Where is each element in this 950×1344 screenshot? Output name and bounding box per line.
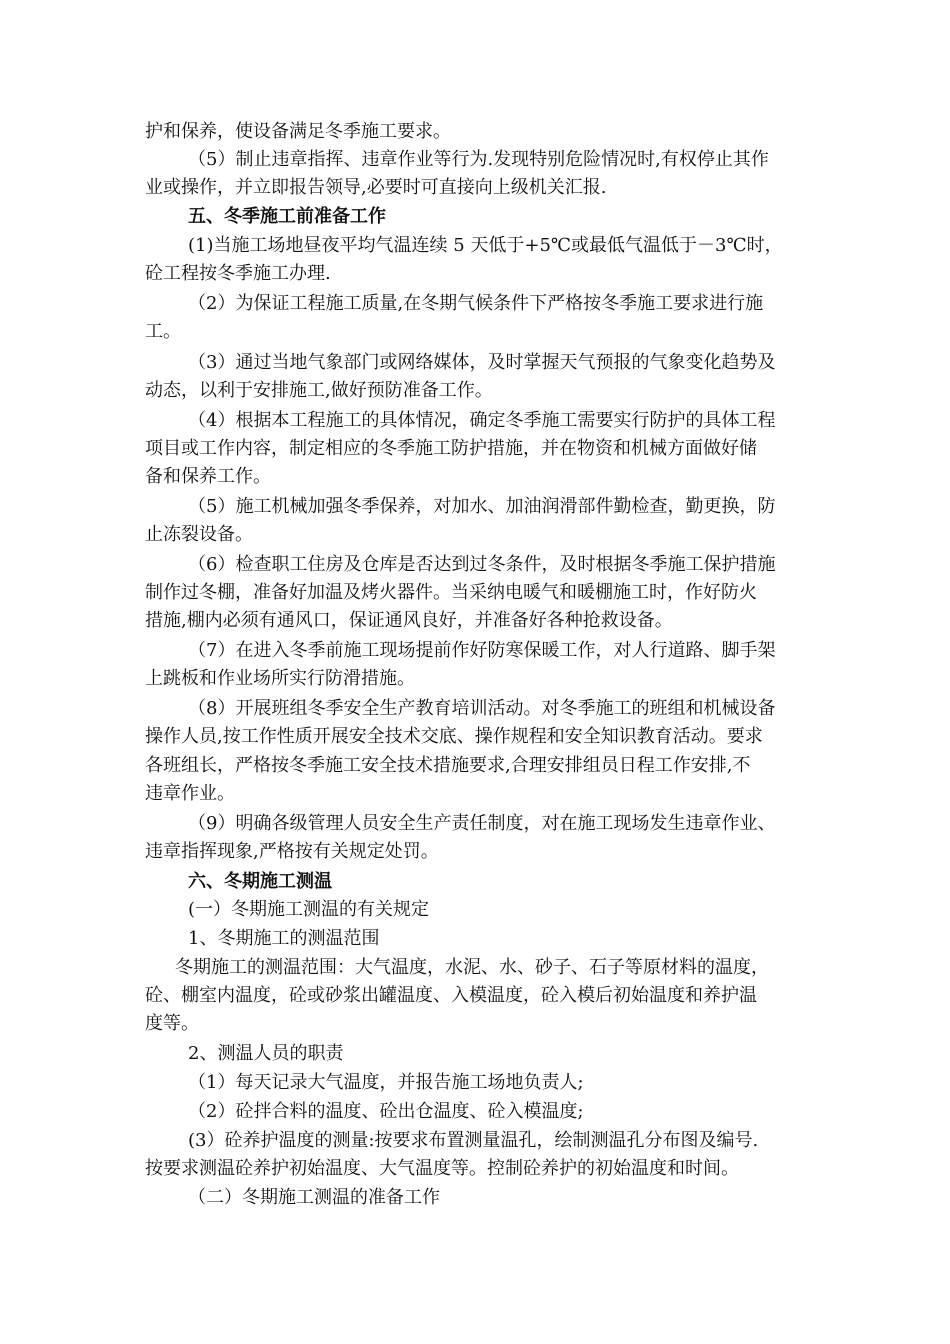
subsection-heading: (一）冬期施工测温的有关规定 <box>188 899 430 920</box>
text-line: （1）每天记录大气温度，并报告施工场地负责人; <box>188 1072 584 1093</box>
subsection-heading: 1、冬期施工的测温范围 <box>188 928 380 949</box>
text-line: 项目或工作内容，制定相应的冬季施工防护措施，并在物资和机械方面做好储 <box>145 438 757 459</box>
text-line: 业或操作，并立即报告领导,必要时可直接向上级机关汇报. <box>145 177 607 198</box>
text-line: 砼工程按冬季施工办理. <box>145 263 331 284</box>
text-line: （9）明确各级管理人员安全生产责任制度，对在施工现场发生违章作业、 <box>188 813 776 834</box>
text-line: 上跳板和作业场所实行防滑措施。 <box>145 668 415 689</box>
text-line: 操作人员,按工作性质开展安全技术交底、操作规程和安全知识教育活动。要求 <box>145 726 763 747</box>
text-line: （2）砼拌合料的温度、砼出仓温度、砼入模温度; <box>188 1101 584 1122</box>
text-line: （5）制止违章指挥、违章作业等行为.发现特别危险情况时,有权停止其作 <box>188 149 769 170</box>
text-line: 措施,棚内必须有通风口，保证通风良好，并准备好各种抢救设备。 <box>145 610 673 631</box>
text-line: （6）检查职工住房及仓库是否达到过冬条件，及时根据冬季施工保护措施 <box>188 554 776 575</box>
text-line: (3）砼养护温度的测量:按要求布置测量温孔，绘制测温孔分布图及编号. <box>188 1130 759 1151</box>
text-line: 砼、棚室内温度，砼或砂浆出罐温度、入模温度，砼入模后初始温度和养护温 <box>145 985 757 1006</box>
text-line: （3）通过当地气象部门或网络媒体，及时掌握天气预报的气象变化趋势及 <box>188 352 776 373</box>
text-line: 动态，以利于安排施工,做好预防准备工作。 <box>145 380 493 401</box>
text-line: （2）为保证工程施工质量,在冬期气候条件下严格按冬季施工要求进行施 <box>188 293 764 314</box>
text-line: (1)当施工场地昼夜平均气温连续 5 天低于+5℃或最低气温低于－3℃时， <box>188 235 783 256</box>
text-line: 度等。 <box>145 1013 199 1034</box>
subsection-heading: 2、测温人员的职责 <box>188 1043 344 1064</box>
text-line: 备和保养工作。 <box>145 466 271 487</box>
section-heading: 五、冬季施工前准备工作 <box>188 206 386 227</box>
text-line: （7）在进入冬季前施工现场提前作好防寒保暖工作，对人行道路、脚手架 <box>188 640 776 661</box>
text-line: 工。 <box>145 321 181 342</box>
section-heading: 六、冬期施工测温 <box>188 871 332 892</box>
text-line: （4）根据本工程施工的具体情况，确定冬季施工需要实行防护的具体工程 <box>188 410 776 431</box>
subsection-heading: （二）冬期施工测温的准备工作 <box>188 1187 440 1208</box>
text-line: 违章指挥现象,严格按有关规定处罚。 <box>145 841 439 862</box>
text-line: （5）施工机械加强冬季保养，对加水、加油润滑部件勤检查，勤更换，防 <box>188 496 776 517</box>
text-line: 护和保养，使设备满足冬季施工要求。 <box>145 121 451 142</box>
text-line: （8）开展班组冬季安全生产教育培训活动。对冬季施工的班组和机械设备 <box>188 698 776 719</box>
text-line: 止冻裂设备。 <box>145 524 253 545</box>
text-line: 违章作业。 <box>145 783 235 804</box>
text-line: 冬期施工的测温范围：大气温度，水泥、水、砂子、石子等原材料的温度， <box>175 957 769 978</box>
text-line: 各班组长，严格按冬季施工安全技术措施要求,合理安排组员日程工作安排,不 <box>145 755 751 776</box>
text-line: 制作过冬棚，准备好加温及烤火器件。当采纳电暖气和暖棚施工时，作好防火 <box>145 582 757 603</box>
text-line: 按要求测温砼养护初始温度、大气温度等。控制砼养护的初始温度和时间。 <box>145 1158 739 1179</box>
